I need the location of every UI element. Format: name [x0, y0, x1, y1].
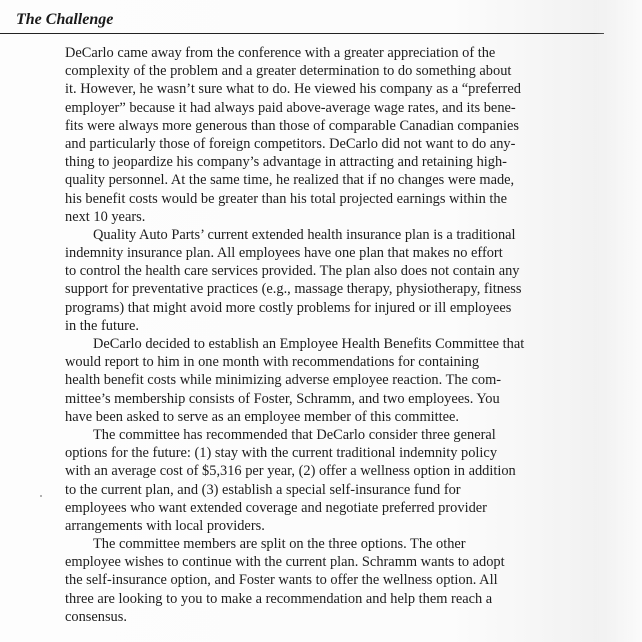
body-text [65, 44, 605, 626]
paragraph-3-line-3: health benefit costs while minimizing adverse employee reaction. The com- [65, 372, 502, 389]
paragraph-5-line-3: the self-insurance option, and Foster wants to offer the wellness option. All [65, 572, 498, 589]
paragraph-4-line-4: to the current plan, and (3) establish a special self-insurance fund for [65, 481, 461, 498]
paragraph-1-line-2: complexity of the problem and a greater determination to do something about [65, 63, 512, 80]
paragraph-4-line-2: options for the future: (1) stay with the current traditional indemnity policy [65, 445, 498, 462]
paragraph-2-line-1: Quality Auto Parts’ current extended health insurance plan is a traditional [93, 226, 516, 243]
paragraph-2-line-3: to control the health care services provided. The plan also does not contain any [65, 263, 520, 280]
paragraph-5-line-4: three are looking to you to make a recommendation and help them reach a [65, 590, 493, 607]
paragraph-5-line-5: consensus. [65, 608, 127, 625]
paragraph-4-line-5: employees who want extended coverage and negotiate preferred provider [65, 499, 487, 516]
paragraph-1-line-3: it. However, he wasn’t sure what to do. He viewed his company as a “preferred [65, 81, 521, 98]
paragraph-4-line-6: arrangements with local providers. [65, 517, 265, 534]
heading-rule [0, 33, 604, 34]
paragraph-3-line-1: DeCarlo decided to establish an Employee Health Benefits Committee that [93, 336, 525, 352]
paragraph-1-line-6: and particularly those of foreign competitors. DeCarlo did not want to do any- [65, 135, 516, 152]
paragraph-5-line-1: The committee members are split on the three options. The other [93, 536, 466, 553]
paragraph-4-line-3: with an average cost of $5,316 per year, (2) offer a wellness option in addition [65, 463, 516, 480]
paragraph-1-line-4: employer” because it had always paid above-average wage rates, and its bene- [65, 99, 516, 116]
paragraph-4-line-1: The committee has recommended that DeCarlo consider three general [93, 426, 496, 443]
paragraph-2-line-5: programs) that might avoid more costly problems for injured or ill employees [65, 299, 512, 316]
paragraph-1-line-9: his benefit costs would be greater than his total projected earnings within the [65, 190, 507, 207]
paragraph-1-line-1: DeCarlo came away from the conference with a greater appreciation of the [65, 45, 496, 61]
paragraph-3-line-2: would report to him in one month with recommendations for containing [65, 354, 480, 371]
paragraph-2-line-2: indemnity insurance plan. All employees have one plan that makes no effort [65, 245, 503, 262]
paragraph-1-line-5: fits were always more generous than those of comparable Canadian companies [65, 117, 519, 134]
paragraph-3-line-4: mittee’s membership consists of Foster, Schramm, and two employees. You [65, 390, 500, 407]
section-heading: The Challenge [16, 11, 114, 28]
paragraph-1-line-10: next 10 years. [65, 208, 146, 225]
scan-speck [40, 495, 42, 497]
paragraph-1-line-7: thing to jeopardize his company’s advantage in attracting and retaining high- [65, 154, 507, 171]
paragraph-2-line-6: in the future. [65, 317, 139, 334]
paragraph-5-line-2: employee wishes to continue with the current plan. Schramm wants to adopt [65, 554, 505, 571]
paragraph-1-line-8: quality personnel. At the same time, he realized that if no changes were made, [65, 172, 515, 189]
paragraph-2-line-4: support for preventative practices (e.g., massage therapy, physiotherapy, fitness [65, 281, 522, 298]
paragraph-3-line-5: have been asked to serve as an employee member of this committee. [65, 408, 459, 425]
